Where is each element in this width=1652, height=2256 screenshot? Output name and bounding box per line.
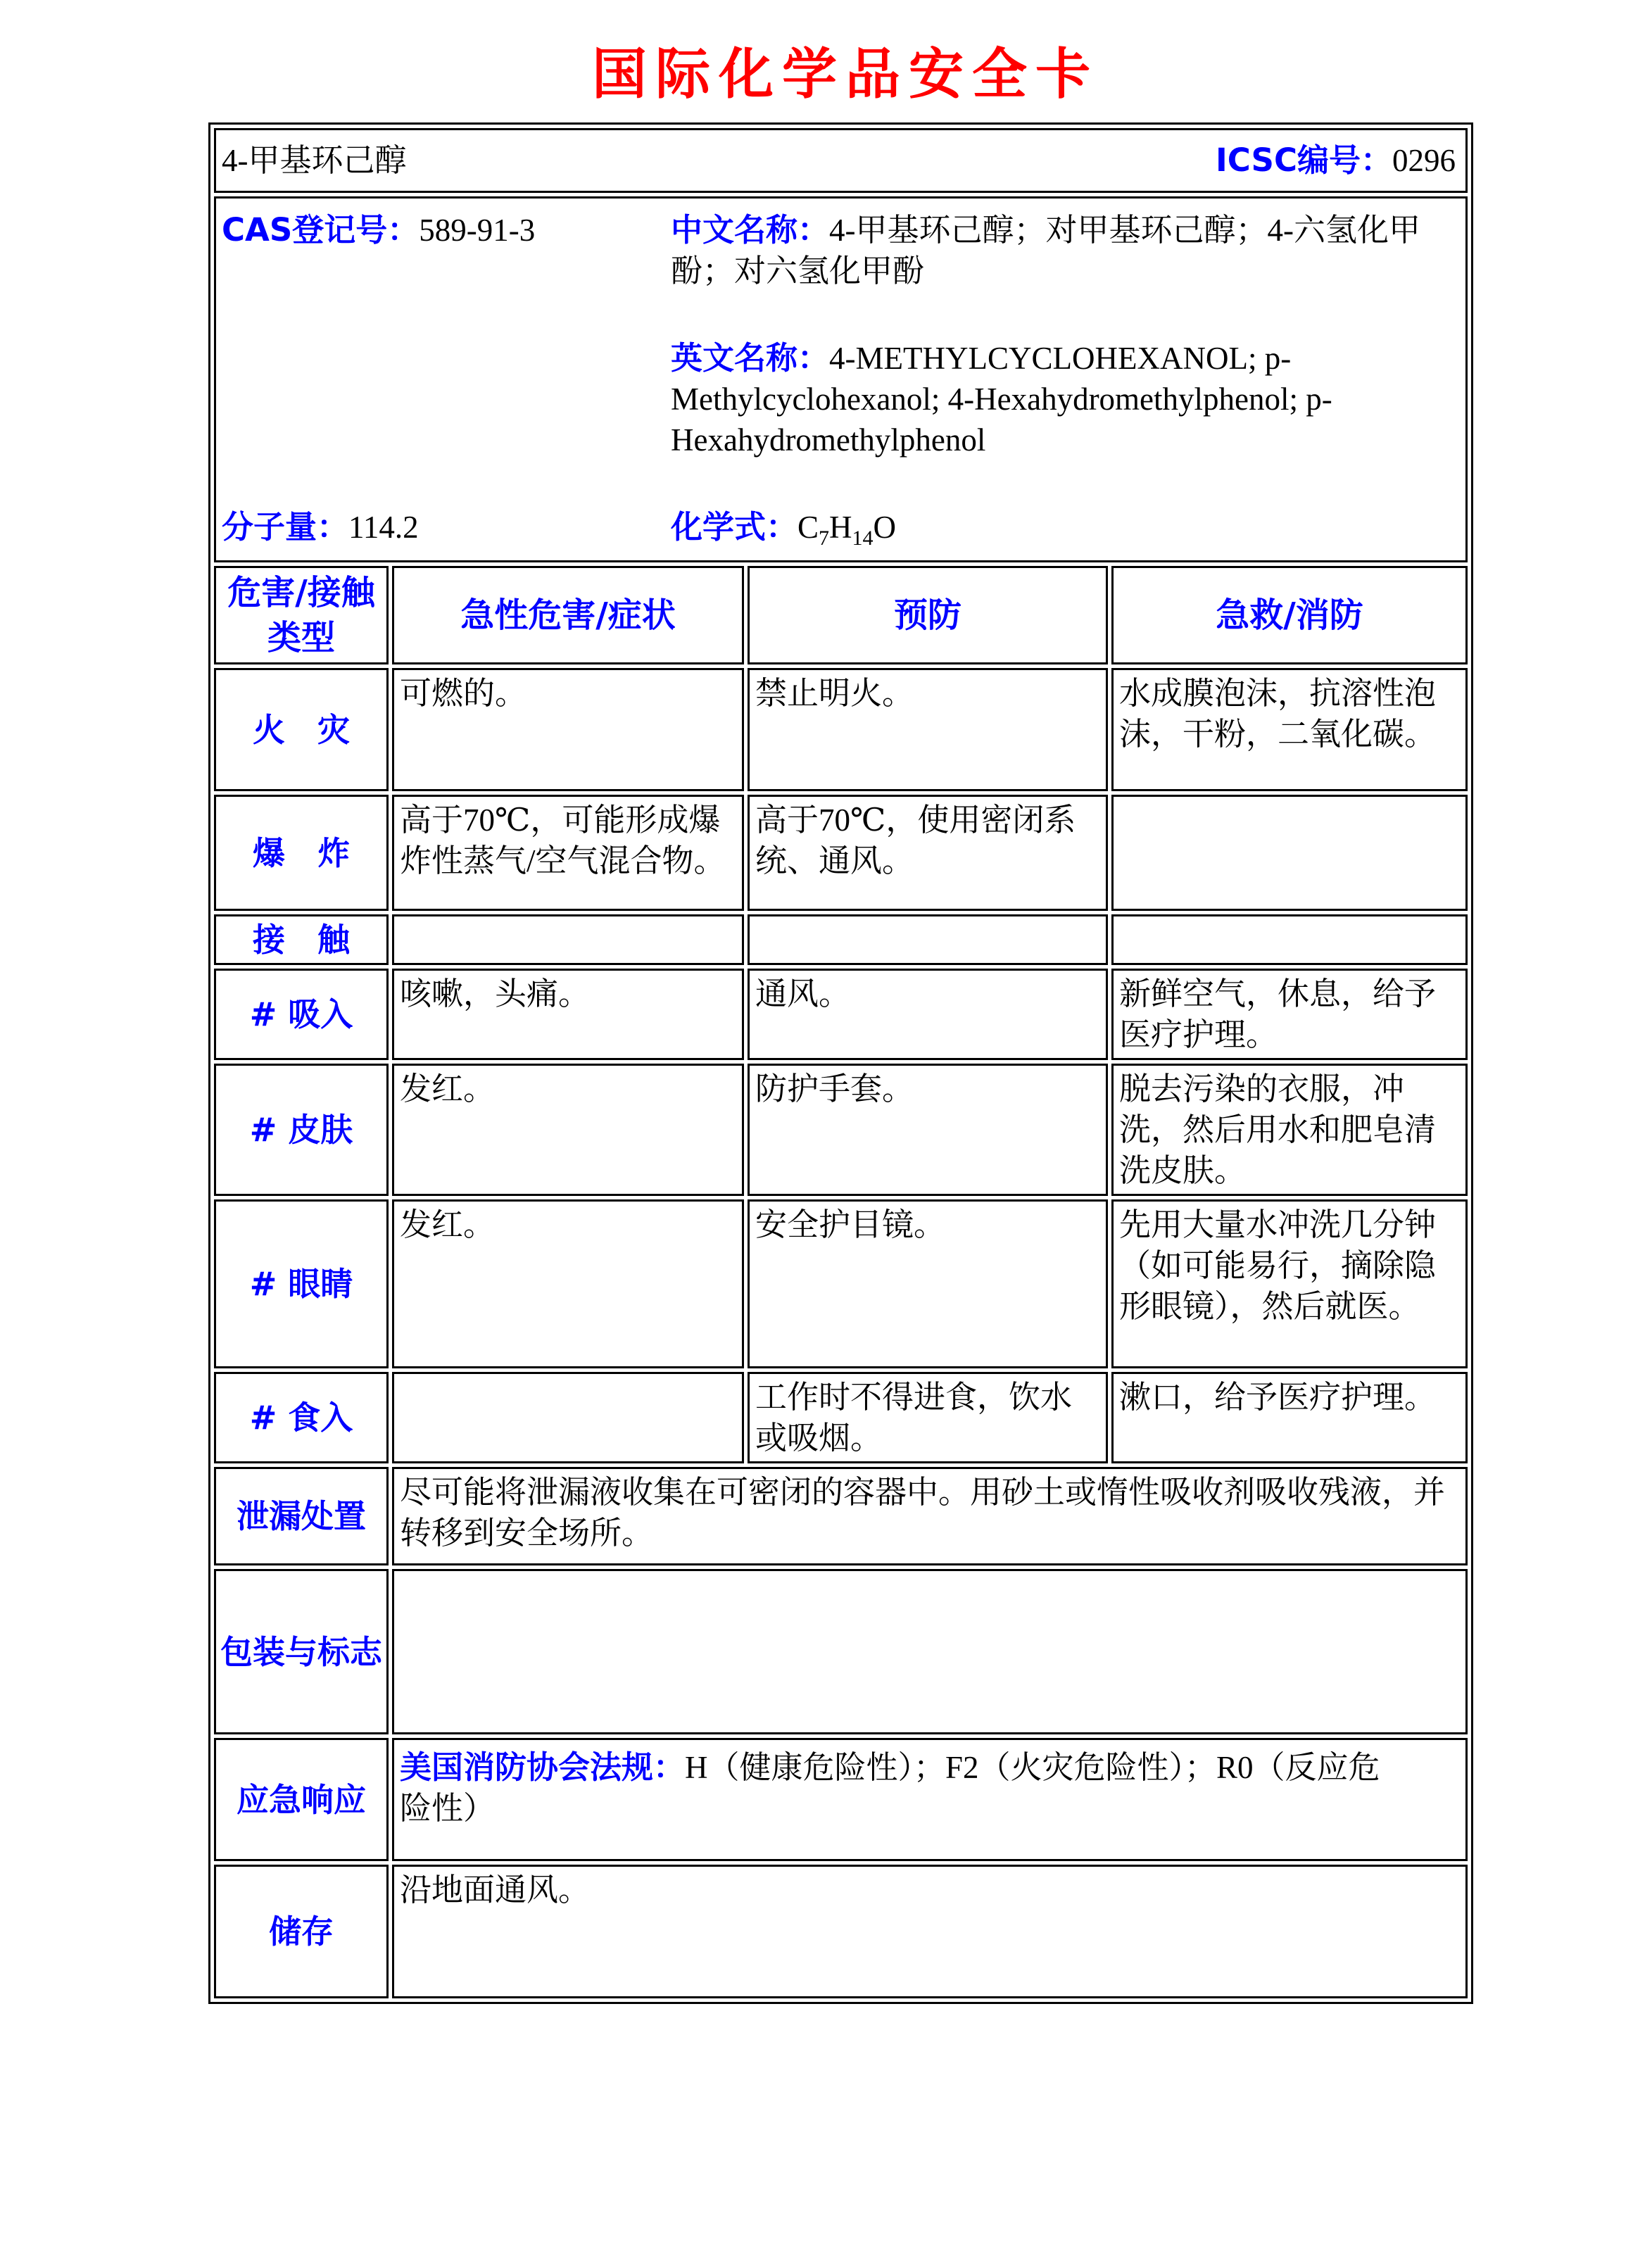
inhalation-prevention-cell: 通风。 (748, 969, 1108, 1060)
explosion-response-cell (1111, 795, 1468, 911)
fire-prevention-cell: 禁止明火。 (748, 668, 1108, 791)
section-row-spillage (214, 1467, 1468, 1565)
fire-response-cell: 水成膜泡沫，抗溶性泡沫，干粉，二氧化碳。 (1111, 668, 1468, 791)
fire-symptoms-cell: 可燃的。 (392, 668, 744, 791)
chinese-names-value: 4-甲基环己醇；对甲基环己醇；4-六氢化甲酚；对六氢化甲酚 (671, 213, 1420, 289)
substance-header-cell (214, 128, 1468, 193)
english-names-paragraph (671, 338, 1425, 460)
eyes-prevention-cell: 安全护目镜。 (748, 1199, 1108, 1368)
page-title: 国际化学品安全卡 (591, 43, 1099, 106)
explosion-symptoms-cell: 高于70℃，可能形成爆炸性蒸气/空气混合物。 (392, 795, 744, 911)
hazard-row-fire (214, 668, 1468, 791)
icsc-number-label: ICSC编号： (1215, 141, 1392, 179)
icsc-number-value: 0296 (1392, 143, 1456, 178)
packaging-content-cell (392, 1569, 1468, 1734)
cas-number-line (222, 210, 671, 251)
chemical-formula-label: 化学式： (671, 508, 798, 546)
ingestion-prevention-cell: 工作时不得进食，饮水或吸烟。 (748, 1372, 1108, 1463)
hazard-row-label: # 食入 (214, 1372, 389, 1463)
hazard-row-exposure (214, 914, 1468, 965)
ingestion-symptoms-cell (392, 1372, 744, 1463)
hazard-row-skin (214, 1064, 1468, 1196)
chemical-formula-line (671, 507, 1425, 548)
column-header-hazard-type: 危害/接触类型 (214, 566, 389, 664)
hazard-row-label: # 皮肤 (214, 1064, 389, 1196)
nfpa-code-label: 美国消防协会法规： (400, 1748, 686, 1786)
section-row-label: 泄漏处置 (214, 1467, 389, 1565)
identification-left-column (222, 210, 671, 548)
formula-subscript-7: 7 (819, 527, 830, 550)
hazard-row-label: 火 灾 (214, 668, 389, 791)
cas-number-value: 589-91-3 (419, 213, 536, 248)
eyes-symptoms-cell: 发红。 (392, 1199, 744, 1368)
section-row-emergency (214, 1738, 1468, 1861)
icsc-number-group (1216, 140, 1456, 181)
column-header-response: 急救/消防 (1111, 566, 1468, 664)
hazard-table-header-row (214, 566, 1468, 664)
formula-element-c: C (797, 510, 819, 545)
hazard-row-ingestion (214, 1372, 1468, 1463)
exposure-symptoms-cell (392, 914, 744, 965)
formula-element-h: H (829, 510, 852, 545)
hazard-row-inhalation (214, 969, 1468, 1060)
formula-subscript-14: 14 (852, 527, 874, 550)
substance-name: 4-甲基环己醇 (222, 143, 407, 178)
spillage-content-cell: 尽可能将泄漏液收集在可密闭的容器中。用砂土或惰性吸收剂吸收残液，并转移到安全场所。 (392, 1467, 1468, 1565)
hazard-row-label: 接 触 (214, 914, 389, 965)
section-row-label: 储存 (214, 1865, 389, 1998)
chinese-names-label: 中文名称： (671, 211, 830, 248)
storage-content-cell: 沿地面通风。 (392, 1865, 1468, 1998)
eyes-response-cell: 先用大量水冲洗几分钟（如可能易行，摘除隐形眼镜），然后就医。 (1111, 1199, 1468, 1368)
nfpa-code-value: H（健康危险性）；F2（火灾危险性）；R0（反应危险性） (400, 1750, 1380, 1826)
formula-element-o: O (873, 510, 897, 545)
section-row-label: 包装与标志 (214, 1569, 389, 1734)
icsc-table (208, 122, 1473, 2004)
molecular-weight-line (222, 507, 671, 548)
inhalation-response-cell: 新鲜空气，休息，给予医疗护理。 (1111, 969, 1468, 1060)
molecular-weight-value: 114.2 (348, 510, 419, 545)
exposure-prevention-cell (748, 914, 1108, 965)
english-names-value: 4-METHYLCYCLOHEXANOL; p-Methylcyclohexanol; 4-Hexahydromethylphenol; p-Hexahydromethylphenol (671, 341, 1332, 458)
skin-symptoms-cell: 发红。 (392, 1064, 744, 1196)
hazard-row-label: 爆 炸 (214, 795, 389, 911)
explosion-prevention-cell: 高于70℃，使用密闭系统、通风。 (748, 795, 1108, 911)
hazard-row-label: # 吸入 (214, 969, 389, 1060)
chinese-names-paragraph (671, 210, 1425, 291)
substance-header-row (214, 128, 1468, 193)
section-row-packaging (214, 1569, 1468, 1734)
emergency-content-cell (392, 1738, 1468, 1861)
cas-number-label: CAS登记号： (222, 211, 420, 248)
identification-row (214, 196, 1468, 562)
column-header-symptoms: 急性危害/症状 (392, 566, 744, 664)
ingestion-response-cell: 漱口，给予医疗护理。 (1111, 1372, 1468, 1463)
skin-prevention-cell: 防护手套。 (748, 1064, 1108, 1196)
hazard-row-explosion (214, 795, 1468, 911)
hazard-row-eyes (214, 1199, 1468, 1368)
section-row-storage (214, 1865, 1468, 1998)
hazard-row-label: # 眼睛 (214, 1199, 389, 1368)
column-header-prevention: 预防 (748, 566, 1108, 664)
english-names-label: 英文名称： (671, 339, 830, 377)
identification-right-column (671, 210, 1458, 548)
molecular-weight-label: 分子量： (222, 508, 349, 546)
skin-response-cell: 脱去污染的衣服，冲洗，然后用水和肥皂清洗皮肤。 (1111, 1064, 1468, 1196)
section-row-label: 应急响应 (214, 1738, 389, 1861)
exposure-response-cell (1111, 914, 1468, 965)
inhalation-symptoms-cell: 咳嗽，头痛。 (392, 969, 744, 1060)
identification-cell (214, 196, 1468, 562)
